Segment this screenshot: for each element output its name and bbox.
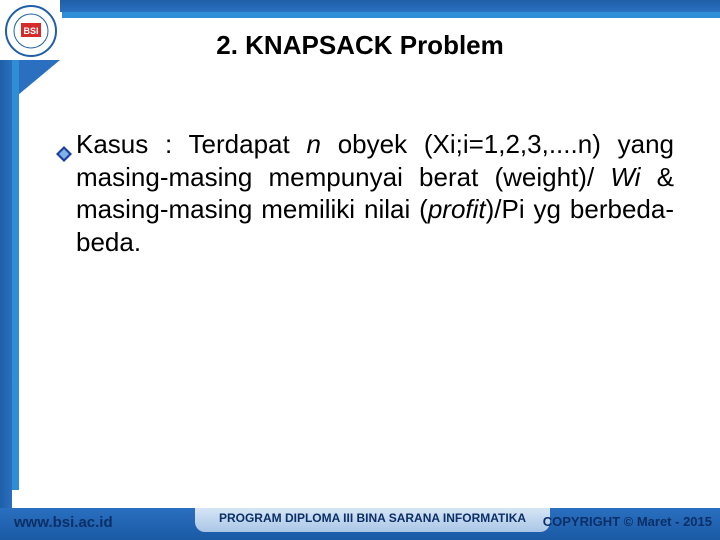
footer-copyright: COPYRIGHT © Maret - 2015 xyxy=(542,514,712,529)
bullet-text xyxy=(76,128,674,258)
diamond-bullet-icon xyxy=(56,137,72,153)
svg-text:BSI: BSI xyxy=(23,26,39,36)
slide-title: 2. KNAPSACK Problem xyxy=(216,30,504,60)
bullet-text-part: obyek (Xi;i=1,2,3,....n) yang masing-masing mempunyai berat (weight)/ xyxy=(76,129,674,192)
bullet-text-part: )/Pi yg berbeda-beda. xyxy=(76,194,675,257)
bullet-italic-wi: Wi xyxy=(610,161,641,192)
left-frame-accent xyxy=(12,60,19,490)
bullet-italic-n: n xyxy=(306,129,321,159)
footer-website: www.bsi.ac.id xyxy=(14,514,113,531)
footer-program: PROGRAM DIPLOMA III BINA SARANA INFORMATIKA xyxy=(218,511,527,525)
top-frame-accent xyxy=(62,12,720,18)
left-frame-bar xyxy=(0,60,12,510)
bullet-item xyxy=(56,128,674,258)
top-frame-bar xyxy=(60,0,720,12)
bullet-italic-profit: profit xyxy=(427,194,486,224)
bullet-text-part: & masing-masing memiliki nilai ( xyxy=(76,161,674,224)
bullet-text-part: Kasus : Terdapat xyxy=(76,129,307,159)
